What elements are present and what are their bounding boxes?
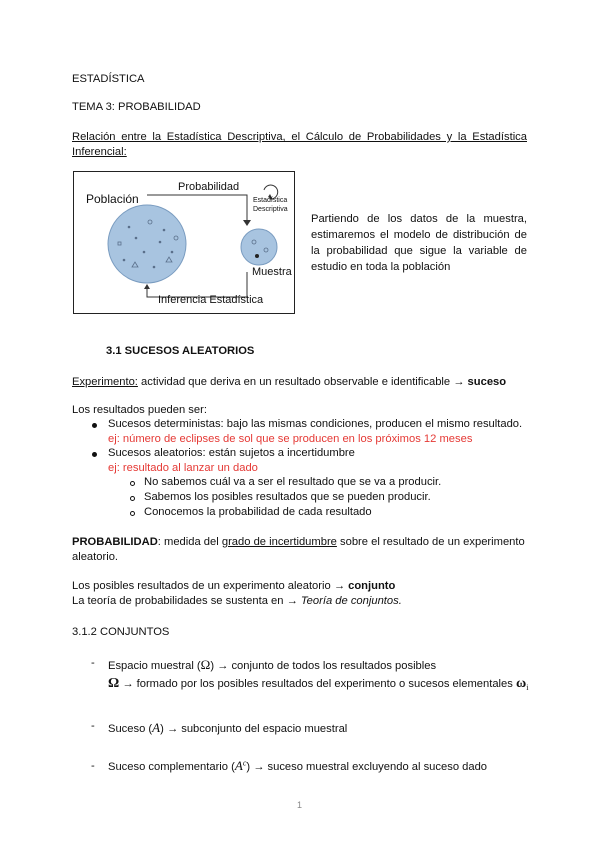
probabilidad-bold: PROBABILIDAD [72,536,158,548]
aleatorios-item: Sucesos aleatorios: están sujetos a incertidumbre [108,447,355,459]
section-312-heading: 3.1.2 CONJUNTOS [72,626,170,638]
circle-bullet-icon [130,511,135,516]
omega-line [108,676,528,692]
experimento-label: Experimento: [72,376,138,388]
espacio-text-b: ) → conjunto de todos los resultados posibles [210,660,437,672]
diagram-inferencia-label: Inferencia Estadística [158,294,264,306]
comp-text-a: Suceso complementario ( [108,761,235,773]
deterministas-example: ej: número de eclipses de sol que se producen en los próximos 12 meses [108,433,473,445]
relacion-line-2: Inferencial: [72,146,127,158]
experimento-bold: suceso [467,376,507,388]
diagram-probabilidad-label: Probabilidad [178,181,240,193]
side-paragraph: Partiendo de los datos de la muestra, estimaremos el modelo de distribución de la probabilidad que sigue la variable de estudio en toda la población [311,213,527,273]
sub-item-3: Conocemos la probabilidad de cada resultado [144,506,372,518]
comp-symbol: A [234,758,243,773]
circle-bullet-icon [130,496,135,501]
deterministas-item: Sucesos deterministas: bajo las mismas condiciones, producen el mismo resultado. [108,418,523,430]
tema-heading: TEMA 3: PROBABILIDAD [72,101,201,113]
suceso-item [108,720,347,736]
dash-marker: - [91,657,95,669]
diagram-muestra-label: Muestra [252,266,292,278]
document-title: ESTADÍSTICA [72,73,145,85]
bullet-icon [92,423,97,428]
complementario-item [108,758,487,774]
sub-item-1: No sabemos cuál va a ser el resultado que se va a producir. [144,476,442,488]
omega-subscript: i [526,683,529,693]
diagram-estadistica-label: Estadística [253,197,288,204]
probabilidad-definition [72,536,525,548]
page-number: 1 [297,800,303,810]
teoria-line [72,595,402,607]
probabilidad-underline: grado de incertidumbre [221,536,337,548]
sub-item-2: Sabemos los posibles resultados que se pueden producir. [144,491,431,503]
suceso-symbol: A [152,720,161,735]
probability-diagram [73,171,295,314]
suceso-text-a: Suceso ( [108,723,153,735]
diagram-poblacion-label: Población [86,192,139,206]
posibles-text: Los posibles resultados de un experimento aleatorio → [72,580,349,592]
probabilidad-text-2: sobre el resultado de un experimento [336,536,525,548]
teoria-italic: Teoría de conjuntos. [300,595,402,607]
comp-text-b: ) → suceso muestral excluyendo al suceso dado [246,761,488,773]
bullet-icon [92,452,97,457]
relacion-line-1: Relación entre la Estadística Descriptiva, el Cálculo de Probabilidades y la Estadística [72,131,527,143]
omega-text: → formado por los posibles resultados del experimento o sucesos elementales [119,678,516,690]
omega-symbol: Ω [200,657,211,672]
suceso-text-b: ) → subconjunto del espacio muestral [160,723,348,735]
teoria-text: La teoría de probabilidades se sustenta en → [72,595,301,607]
probabilidad-text-1: : medida del [157,536,222,548]
probabilidad-line-2: aleatorio. [72,551,119,563]
diagram-descriptiva-label: Descriptiva [253,206,288,213]
espacio-muestral-item [108,657,436,673]
dash-marker: - [91,760,95,772]
dash-marker: - [91,720,95,732]
espacio-text-a: Espacio muestral ( [108,660,201,672]
posibles-bold: conjunto [348,580,396,592]
comp-superscript: c [242,758,247,768]
posibles-line [72,580,395,592]
omega-bold-symbol: Ω [108,676,120,691]
circle-bullet-icon [130,481,135,486]
experimento-text: actividad que deriva en un resultado observable e identificable → [137,376,468,388]
resultados-intro: Los resultados pueden ser: [72,404,207,416]
aleatorios-example: ej: resultado al lanzar un dado [108,462,258,474]
omega-i-symbol: ω [515,676,527,691]
experimento-line [72,376,506,388]
section-31-heading: 3.1 SUCESOS ALEATORIOS [106,345,255,357]
